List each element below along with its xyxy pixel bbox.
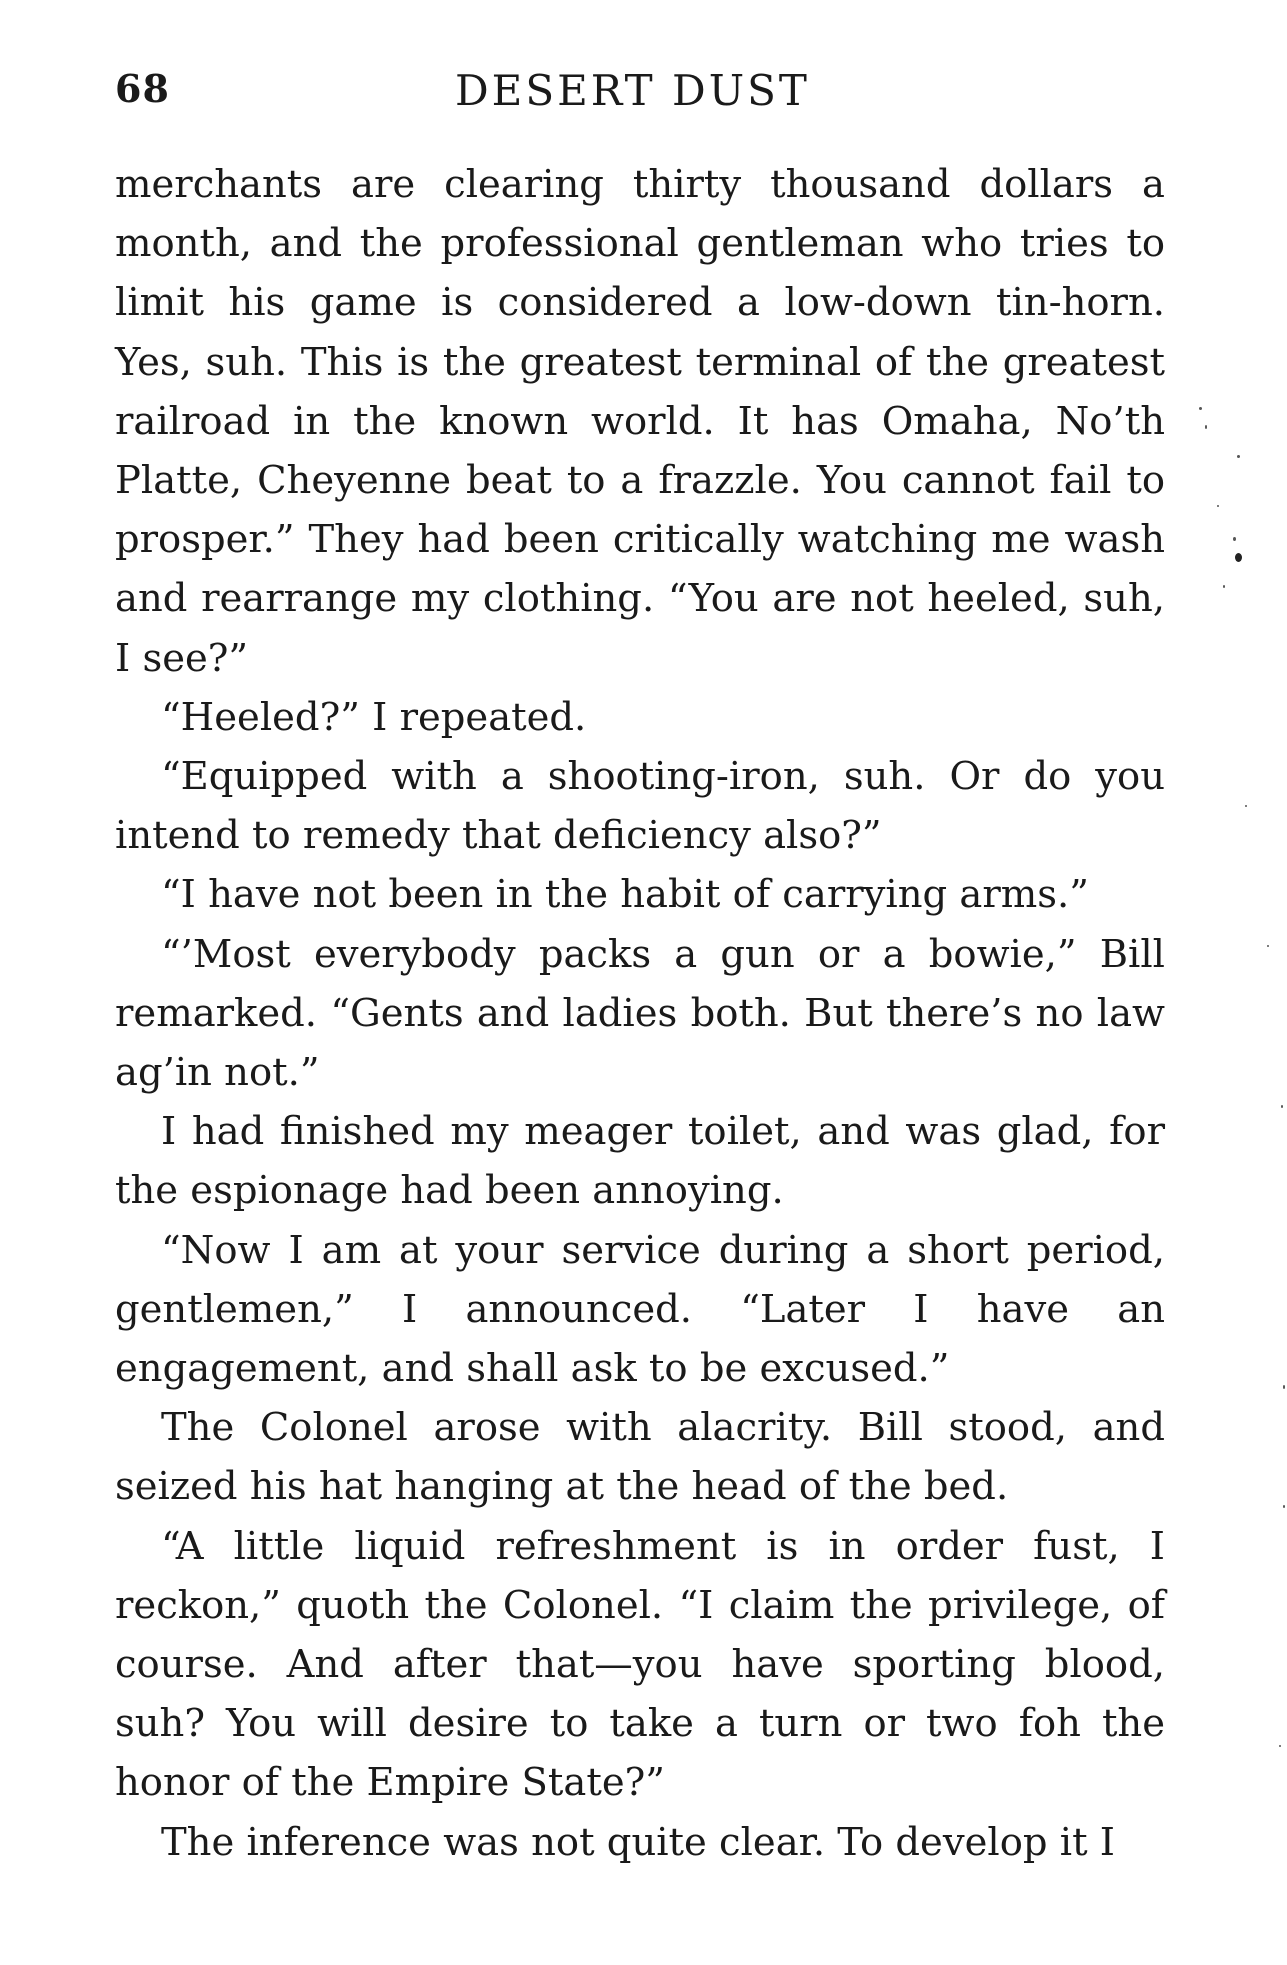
speck (1205, 425, 1207, 429)
speck (1217, 505, 1219, 507)
paragraph: I had finished my meager toilet, and was glad, for the espionage had been annoying. (115, 1109, 1165, 1214)
body-text (115, 155, 1165, 1872)
speck (1267, 945, 1269, 947)
speck (1233, 537, 1236, 541)
paragraph: “A little liquid refreshment is in order fust, I reckon,” quoth the Colonel. “I claim the privilege, of course. And after that—you have sporting blood, suh? You will desire to take a turn or two foh the honor of the Empire State?” (115, 1523, 1165, 1806)
running-title: DESERT DUST (455, 66, 810, 115)
speck (1279, 1745, 1281, 1747)
speck (1283, 1385, 1285, 1389)
speck (1245, 805, 1247, 807)
paragraph: “Equipped with a shooting-iron, suh. Or do you intend to remedy that deficiency also?” (115, 754, 1165, 859)
page-header (115, 66, 1165, 126)
paragraph: “Now I am at your service during a short period, gentlemen,” I announced. “Later I have an engagement, and shall ask to be excused.” (115, 1227, 1165, 1392)
margin-specks (1195, 385, 1285, 1965)
speck (1237, 455, 1240, 458)
speck (1281, 1105, 1283, 1108)
page-number: 68 (115, 66, 170, 111)
speck (1223, 585, 1225, 588)
paragraph: “Heeled?” I repeated. (161, 694, 587, 740)
paragraph-continues: The inference was not quite clear. To develop it I (161, 1819, 1115, 1865)
paragraph: The Colonel arose with alacrity. Bill stood, and seized his hat hanging at the head of the bed. (115, 1405, 1165, 1510)
speck (1283, 1505, 1285, 1508)
paragraph-continued: merchants are clearing thirty thousand dollars a month, and the professional gentleman who tries to limit his game is considered a low-down tin-horn. Yes, suh. This is the greatest terminal of the greatest railroad in the known world. It has Omaha, No’th Platte, Cheyenne beat to a frazzle. You cannot fail to prosper.” They had been critically watching me wash and rearrange my clothing. “You are not heeled, suh, I see?” (115, 162, 1165, 681)
speck (1235, 553, 1242, 562)
speck (1199, 407, 1202, 410)
paragraph: “’Most everybody packs a gun or a bowie,” Bill remarked. “Gents and ladies both. But there’s no law ag’in not.” (115, 931, 1165, 1096)
paragraph: “I have not been in the habit of carrying arms.” (161, 872, 1089, 918)
